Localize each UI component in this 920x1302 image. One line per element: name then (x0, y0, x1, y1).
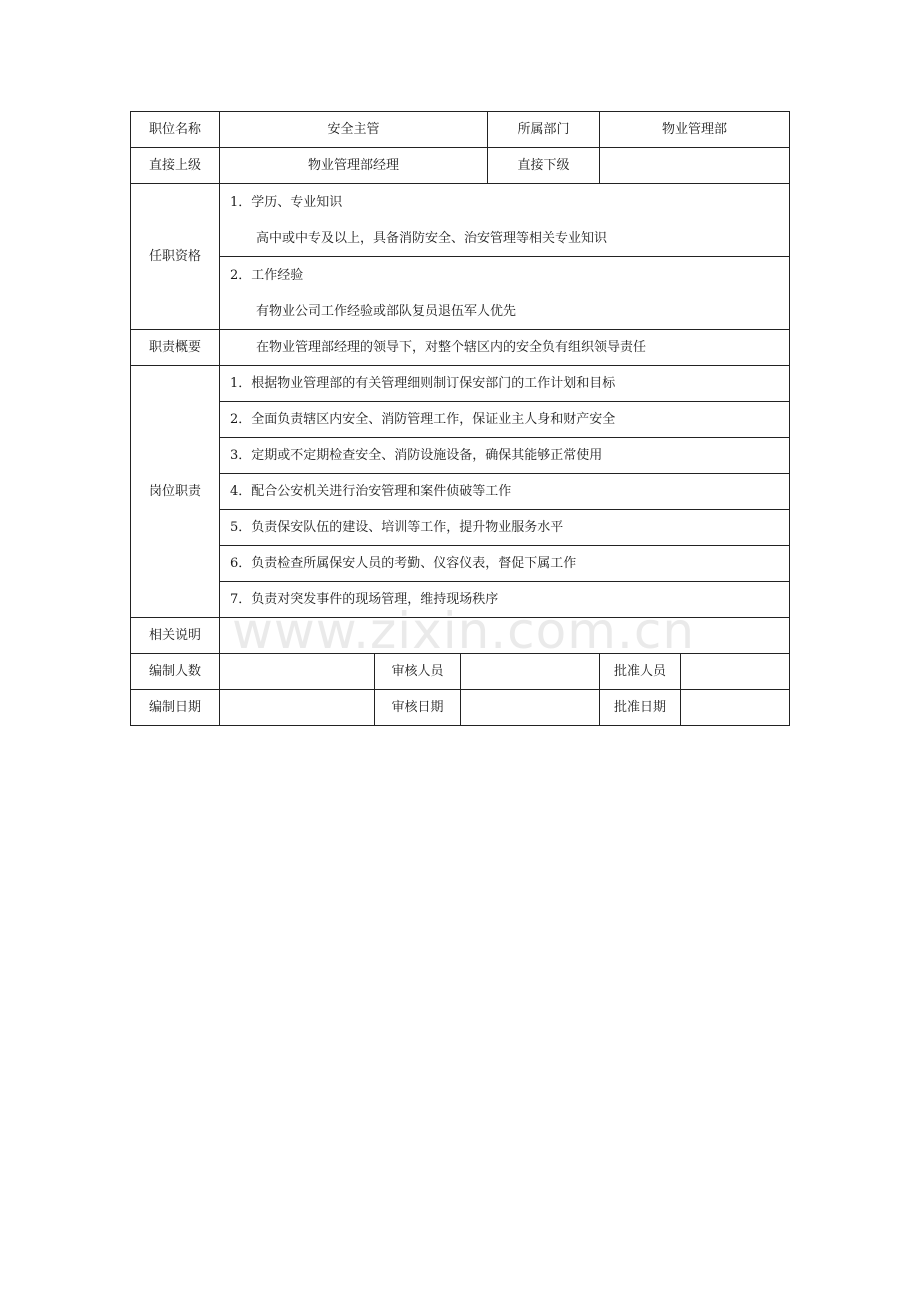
label-department: 所属部门 (488, 112, 600, 148)
value-subordinate (600, 148, 790, 184)
duty-item: 3．定期或不定期检查安全、消防设施设备，确保其能够正常使用 (220, 438, 790, 474)
row-signoff-people (131, 654, 790, 690)
duty-item: 2．全面负责辖区内安全、消防管理工作，保证业主人身和财产安全 (220, 402, 790, 438)
label-qualifications: 任职资格 (131, 184, 220, 330)
label-superior: 直接上级 (131, 148, 220, 184)
qualification-education (220, 184, 789, 256)
value-reviewed-by (461, 654, 600, 690)
duty-item: 5．负责保安队伍的建设、培训等工作，提升物业服务水平 (220, 510, 790, 546)
duty-item: 6．负责检查所属保安人员的考勤、仪容仪表，督促下属工作 (220, 546, 790, 582)
qualification-detail: 高中或中专及以上，具备消防安全、治安管理等相关专业知识 (256, 231, 608, 246)
qualification-detail: 有物业公司工作经验或部队复员退伍军人优先 (256, 304, 517, 319)
value-reviewed-date (461, 690, 600, 726)
qualifications-cell (220, 184, 790, 330)
row-notes (131, 618, 790, 654)
value-prepared-date (220, 690, 375, 726)
row-qualifications (131, 184, 790, 330)
value-approved-by (681, 654, 790, 690)
row-duty (131, 402, 790, 438)
duty-item: 1．根据物业管理部的有关管理细则制订保安部门的工作计划和目标 (220, 366, 790, 402)
label-reviewed-by: 审核人员 (375, 654, 461, 690)
row-superior (131, 148, 790, 184)
label-prepared-by: 编制人数 (131, 654, 220, 690)
value-summary: 在物业管理部经理的领导下，对整个辖区内的安全负有组织领导责任 (220, 330, 790, 366)
row-duty (131, 546, 790, 582)
label-approved-by: 批准人员 (600, 654, 681, 690)
qualification-heading: 2．工作经验 (230, 268, 304, 283)
row-duty (131, 366, 790, 402)
label-duties: 岗位职责 (131, 366, 220, 618)
watermark-text: www.zixin.com.cn (232, 602, 696, 660)
row-duty (131, 474, 790, 510)
value-superior: 物业管理部经理 (220, 148, 488, 184)
value-department: 物业管理部 (600, 112, 790, 148)
label-approved-date: 批准日期 (600, 690, 681, 726)
label-prepared-date: 编制日期 (131, 690, 220, 726)
label-position-name: 职位名称 (131, 112, 220, 148)
qualification-heading: 1．学历、专业知识 (230, 195, 343, 210)
row-position (131, 112, 790, 148)
label-notes: 相关说明 (131, 618, 220, 654)
row-signoff-dates (131, 690, 790, 726)
qualification-experience (220, 256, 789, 328)
value-approved-date (681, 690, 790, 726)
row-summary (131, 330, 790, 366)
label-subordinate: 直接下级 (488, 148, 600, 184)
value-position-name: 安全主管 (220, 112, 488, 148)
value-prepared-by (220, 654, 375, 690)
label-summary: 职责概要 (131, 330, 220, 366)
row-duty (131, 438, 790, 474)
job-description-table-wrapper (130, 111, 789, 726)
duty-item: 7．负责对突发事件的现场管理，维持现场秩序 (220, 582, 790, 618)
job-description-table (130, 111, 790, 726)
row-duty (131, 510, 790, 546)
row-duty (131, 582, 790, 618)
duty-item: 4．配合公安机关进行治安管理和案件侦破等工作 (220, 474, 790, 510)
value-notes (220, 618, 790, 654)
label-reviewed-date: 审核日期 (375, 690, 461, 726)
